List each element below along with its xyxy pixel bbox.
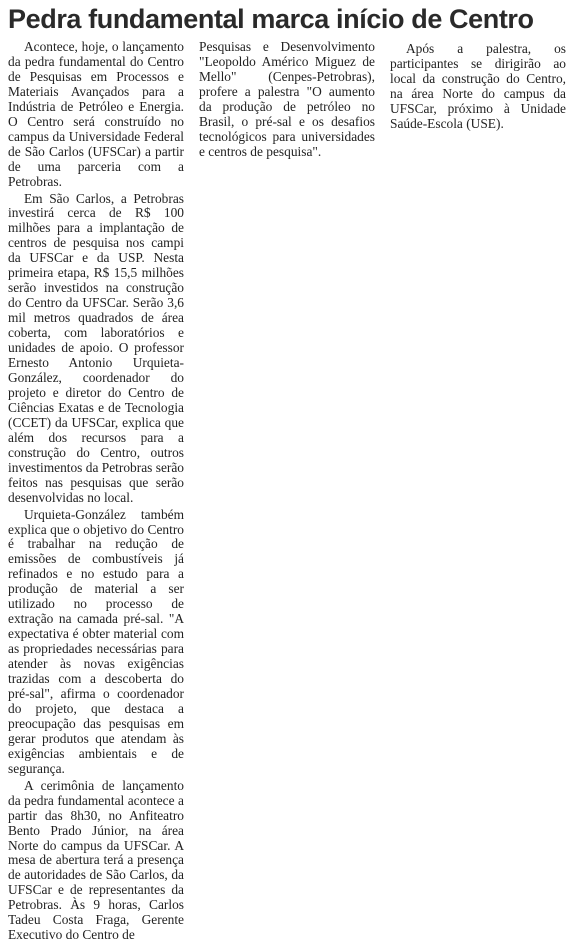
article-column-2: [199, 40, 375, 160]
article-column-1: [8, 40, 184, 943]
article-paragraph: Urquieta-González também explica que o objetivo do Centro é trabalhar na redução de emissões de combustíveis já refinados e no estudo para a produção de material a ser utilizado no processo de extração na camada pré-sal. "A expectativa é obter material com as propriedades necessárias para atender às novas exigências trazidas com a descoberta do pré-sal", afirma o coordenador do projeto, que destaca a preocupação das pesquisas em gerar produtos que atendam às exigências ambientais e de segurança.: [8, 506, 184, 776]
article-paragraph: A cerimônia de lançamento da pedra fundamental acontece a partir das 8h30, no Anfiteatro Bento Prado Júnior, na área Norte do campus da UFSCar. A mesa de abertura terá a presença de autoridades de São Carlos, da UFSCar e de representantes da Petrobras. Às 9 horas, Carlos Tadeu Costa Fraga, Gerente Executivo do Centro de: [8, 777, 184, 943]
article-paragraph-continued: Pesquisas e Desenvolvimento "Leopoldo Américo Miguez de Mello" (Cenpes-Petrobras), profere a palestra "O aumento da produção de petróleo no Brasil, o pré-sal e os desafios tecnológicos para universidades e centros de pesquisa".: [199, 39, 375, 159]
article-paragraph: Em São Carlos, a Petrobras investirá cerca de R$ 100 milhões para a implantação de centros de pesquisa nos campi da UFSCar e da USP. Nesta primeira etapa, R$ 15,5 milhões serão investidos na construção do Centro da UFSCar. Serão 3,6 mil metros quadrados de área coberta, com laboratórios e unidades de apoio. O professor Ernesto Antonio Urquieta-González, coordenador do projeto e diretor do Centro de Ciências Exatas e de Tecnologia (CCET) da UFSCar, explica que além dos recursos para a construção do Centro, outros investimentos da Petrobras serão feitos nas pesquisas que serão desenvolvidas no local.: [8, 190, 184, 505]
page-title: Pedra fundamental marca início de Centro: [8, 4, 534, 34]
article-paragraph: Acontece, hoje, o lançamento da pedra fundamental do Centro de Pesquisas em Processos e Materiais Avançados para a Indústria de Petróleo e Energia. O Centro será construído no campus da Universidade Federal de São Carlos (UFSCar) a partir de uma parceria com a Petrobras.: [8, 39, 184, 189]
article-column-3: [390, 40, 566, 132]
article-paragraph: Após a palestra, os participantes se dirigirão ao local da construção do Centro, na área Norte do campus da UFSCar, próximo à Unidade Saúde-Escola (USE).: [390, 41, 566, 131]
